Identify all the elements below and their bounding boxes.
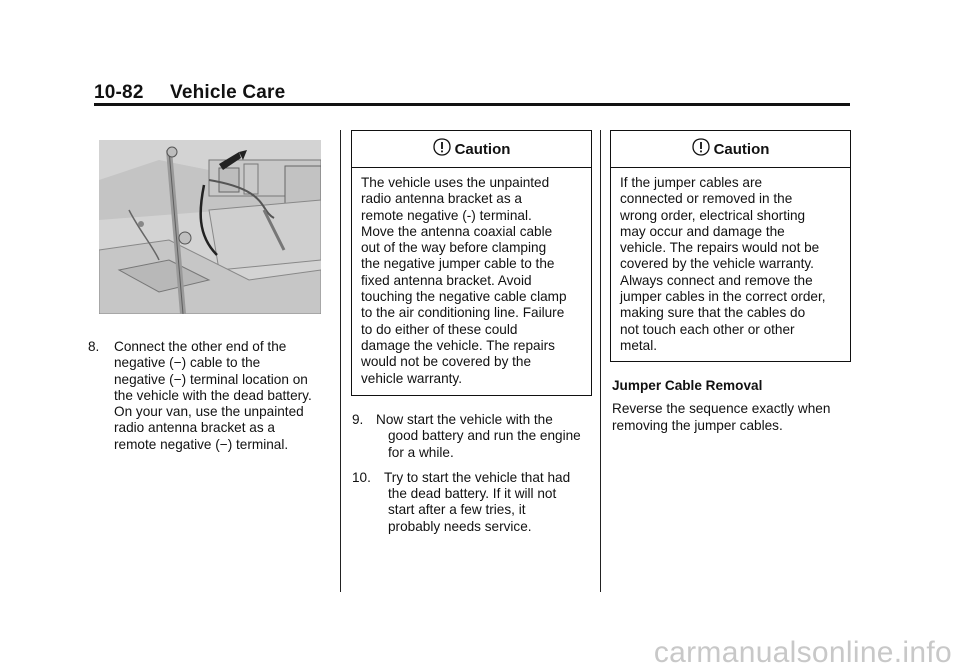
- caution-line: wrong order, electrical shorting: [620, 207, 806, 223]
- caution-body: [611, 168, 850, 354]
- step-line: remote negative (−) terminal.: [114, 436, 289, 452]
- step-line: negative (−) cable to the: [114, 355, 261, 371]
- caution-line: damage the vehicle. The repairs: [361, 337, 555, 353]
- step-line: good battery and run the engine: [388, 428, 581, 444]
- engine-compartment-figure: [99, 140, 321, 314]
- step-number: 10.: [352, 469, 371, 485]
- left-column: [88, 339, 338, 462]
- caution-line: to the air conditioning line. Failure: [361, 305, 565, 321]
- caution-line: jumper cables in the correct order,: [620, 289, 826, 305]
- caution-header: [611, 131, 850, 168]
- watermark: carmanualsonline.info: [653, 636, 952, 669]
- step-8: [88, 339, 338, 453]
- caution-line: vehicle warranty.: [361, 370, 462, 386]
- caution-box-antenna: [351, 130, 592, 396]
- caution-icon: [433, 138, 451, 156]
- engine-compartment-illustration: [99, 140, 321, 314]
- caution-line: fixed antenna bracket. Avoid: [361, 272, 532, 288]
- caution-line: metal.: [620, 337, 658, 353]
- column-divider: [600, 130, 601, 592]
- header-rule: [94, 103, 850, 106]
- step-10: [352, 470, 592, 535]
- page-number: 10-82: [94, 82, 144, 103]
- caution-line: vehicle. The repairs would not be: [620, 240, 820, 256]
- caution-line: touching the negative cable clamp: [361, 289, 567, 305]
- step-line: probably needs service.: [388, 518, 532, 534]
- caution-line: If the jumper cables are: [620, 175, 763, 190]
- caution-line: not touch each other or other: [620, 321, 795, 337]
- caution-line: would not be covered by the: [361, 354, 532, 370]
- step-line: Now start the vehicle with the: [376, 412, 553, 427]
- caution-line: The vehicle uses the unpainted: [361, 175, 550, 190]
- caution-body: [352, 168, 591, 387]
- step-line: start after a few tries, it: [388, 502, 526, 518]
- caution-line: to do either of these could: [361, 321, 518, 337]
- caution-line: Always connect and remove the: [620, 272, 813, 288]
- caution-line: radio antenna bracket as a: [361, 191, 522, 207]
- step-line: the vehicle with the dead battery.: [114, 387, 312, 403]
- caution-line: connected or removed in the: [620, 191, 793, 207]
- step-line: the dead battery. If it will not: [388, 486, 557, 502]
- column-divider: [340, 130, 341, 592]
- step-line: for a while.: [388, 444, 454, 460]
- caution-line: covered by the vehicle warranty.: [620, 256, 814, 272]
- middle-column: [352, 412, 592, 544]
- right-column: [612, 378, 852, 434]
- caution-title: Caution: [454, 140, 511, 158]
- step-number: 9.: [352, 412, 364, 427]
- paragraph-line: removing the jumper cables.: [612, 417, 783, 433]
- section-heading: Jumper Cable Removal: [612, 378, 763, 393]
- step-line: negative (−) terminal location on: [114, 371, 308, 387]
- step-9: [352, 412, 592, 461]
- caution-title: Caution: [713, 140, 770, 158]
- page-header: [94, 82, 285, 104]
- caution-box-order: [610, 130, 851, 362]
- caution-line: out of the way before clamping: [361, 240, 547, 256]
- caution-line: Move the antenna coaxial cable: [361, 223, 553, 239]
- step-line: Connect the other end of the: [114, 339, 287, 354]
- caution-header: [352, 131, 591, 168]
- step-line: radio antenna bracket as a: [114, 420, 275, 436]
- caution-line: making sure that the cables do: [620, 305, 806, 321]
- section-title: Vehicle Care: [170, 82, 286, 103]
- caution-icon: [692, 138, 710, 156]
- paragraph-line: Reverse the sequence exactly when: [612, 401, 831, 417]
- step-line: Try to start the vehicle that had: [384, 469, 571, 485]
- caution-line: remote negative (-) terminal.: [361, 207, 532, 223]
- step-number: 8.: [88, 339, 100, 354]
- caution-line: may occur and damage the: [620, 223, 785, 239]
- caution-line: the negative jumper cable to the: [361, 256, 555, 272]
- step-line: On your van, use the unpainted: [114, 404, 304, 420]
